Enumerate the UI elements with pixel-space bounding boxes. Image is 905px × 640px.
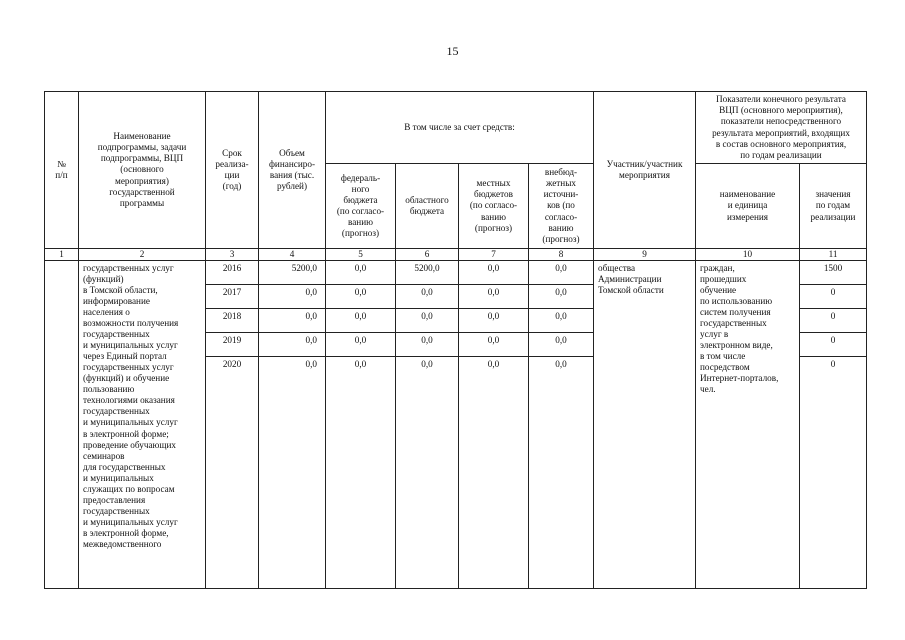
year-cell: 2019 — [206, 333, 259, 357]
federal-budget-cell: 0,0 — [326, 333, 396, 357]
column-number: 11 — [800, 249, 867, 261]
year-cell: 2017 — [206, 285, 259, 309]
indicator-value-cell: 0 — [800, 333, 867, 357]
indicator-name-cell: граждан, прошедших обучение по использованию систем получения государственных услуг в электронном виде, в том числе посредством Интернет-порталов, чел. — [696, 261, 800, 589]
extra-budget-cell: 0,0 — [529, 357, 594, 589]
regional-budget-cell: 0,0 — [396, 285, 459, 309]
total-funding-cell: 0,0 — [259, 357, 326, 589]
extra-budget-cell: 0,0 — [529, 309, 594, 333]
year-cell: 2018 — [206, 309, 259, 333]
total-funding-cell: 0,0 — [259, 285, 326, 309]
program-table — [44, 91, 867, 589]
header-funding-volume: Объем финансиро- вания (тыс. рублей) — [259, 92, 326, 249]
participant-cell: общества Администрации Томской области — [594, 261, 696, 589]
header-extra-budgetary: внебюд- жетных источни- ков (по согласо- ванию (прогноз) — [529, 164, 594, 249]
indicator-value-cell: 0 — [800, 357, 867, 589]
total-funding-cell: 0,0 — [259, 309, 326, 333]
local-budget-cell: 0,0 — [459, 285, 529, 309]
header-indicator-values: значения по годам реализации — [800, 164, 867, 249]
column-number: 7 — [459, 249, 529, 261]
activity-name-cell: государственных услуг (функций) в Томской области, информирование населения о возможности получения государственных и муниципальных услуг через Единый портал государственных услуг (функций) и обучение пользованию технологиями оказания государственных и муниципальных услуг в электронной форме; проведение обучающих семинаров для государственных и муниципальных служащих по вопросам предоставления государственных и муниципальных услуг в электронной форме, межведомственного — [79, 261, 206, 589]
column-number: 5 — [326, 249, 396, 261]
header-indicators: Показатели конечного результата ВЦП (основного мероприятия), показатели непосредственного результата мероприятий, входящих в состав основного мероприятия, по годам реализации — [696, 92, 867, 164]
page-number: 15 — [446, 44, 459, 58]
federal-budget-cell: 0,0 — [326, 309, 396, 333]
total-funding-cell: 0,0 — [259, 333, 326, 357]
regional-budget-cell: 0,0 — [396, 357, 459, 589]
year-cell: 2020 — [206, 357, 259, 589]
header-number: № п/п — [45, 92, 79, 249]
column-number: 9 — [594, 249, 696, 261]
header-row-top — [45, 92, 867, 164]
header-funding-sources: В том числе за счет средств: — [326, 92, 594, 164]
header-term: Срок реализа- ции (год) — [206, 92, 259, 249]
column-number: 3 — [206, 249, 259, 261]
header-local-budgets: местных бюджетов (по согласо- ванию (прогноз) — [459, 164, 529, 249]
column-number-row — [45, 249, 867, 261]
header-indicator-name: наименование и единица измерения — [696, 164, 800, 249]
column-number: 8 — [529, 249, 594, 261]
extra-budget-cell: 0,0 — [529, 261, 594, 285]
column-number: 4 — [259, 249, 326, 261]
extra-budget-cell: 0,0 — [529, 285, 594, 309]
column-number: 2 — [79, 249, 206, 261]
table-row — [45, 261, 867, 285]
indicator-value-cell: 1500 — [800, 261, 867, 285]
column-number: 6 — [396, 249, 459, 261]
local-budget-cell: 0,0 — [459, 261, 529, 285]
total-funding-cell: 5200,0 — [259, 261, 326, 285]
extra-budget-cell: 0,0 — [529, 333, 594, 357]
local-budget-cell: 0,0 — [459, 357, 529, 589]
regional-budget-cell: 0,0 — [396, 333, 459, 357]
regional-budget-cell: 0,0 — [396, 309, 459, 333]
regional-budget-cell: 5200,0 — [396, 261, 459, 285]
row-number-cell — [45, 261, 79, 589]
indicator-value-cell: 0 — [800, 309, 867, 333]
federal-budget-cell: 0,0 — [326, 357, 396, 589]
column-number: 10 — [696, 249, 800, 261]
federal-budget-cell: 0,0 — [326, 261, 396, 285]
header-name: Наименование подпрограммы, задачи подпрограммы, ВЦП (основного мероприятия) государственной программы — [79, 92, 206, 249]
year-cell: 2016 — [206, 261, 259, 285]
column-number: 1 — [45, 249, 79, 261]
header-participant: Участник/участник мероприятия — [594, 92, 696, 249]
federal-budget-cell: 0,0 — [326, 285, 396, 309]
local-budget-cell: 0,0 — [459, 309, 529, 333]
indicator-value-cell: 0 — [800, 285, 867, 309]
header-regional-budget: областного бюджета — [396, 164, 459, 249]
header-federal-budget: федераль- ного бюджета (по согласо- ванию (прогноз) — [326, 164, 396, 249]
local-budget-cell: 0,0 — [459, 333, 529, 357]
